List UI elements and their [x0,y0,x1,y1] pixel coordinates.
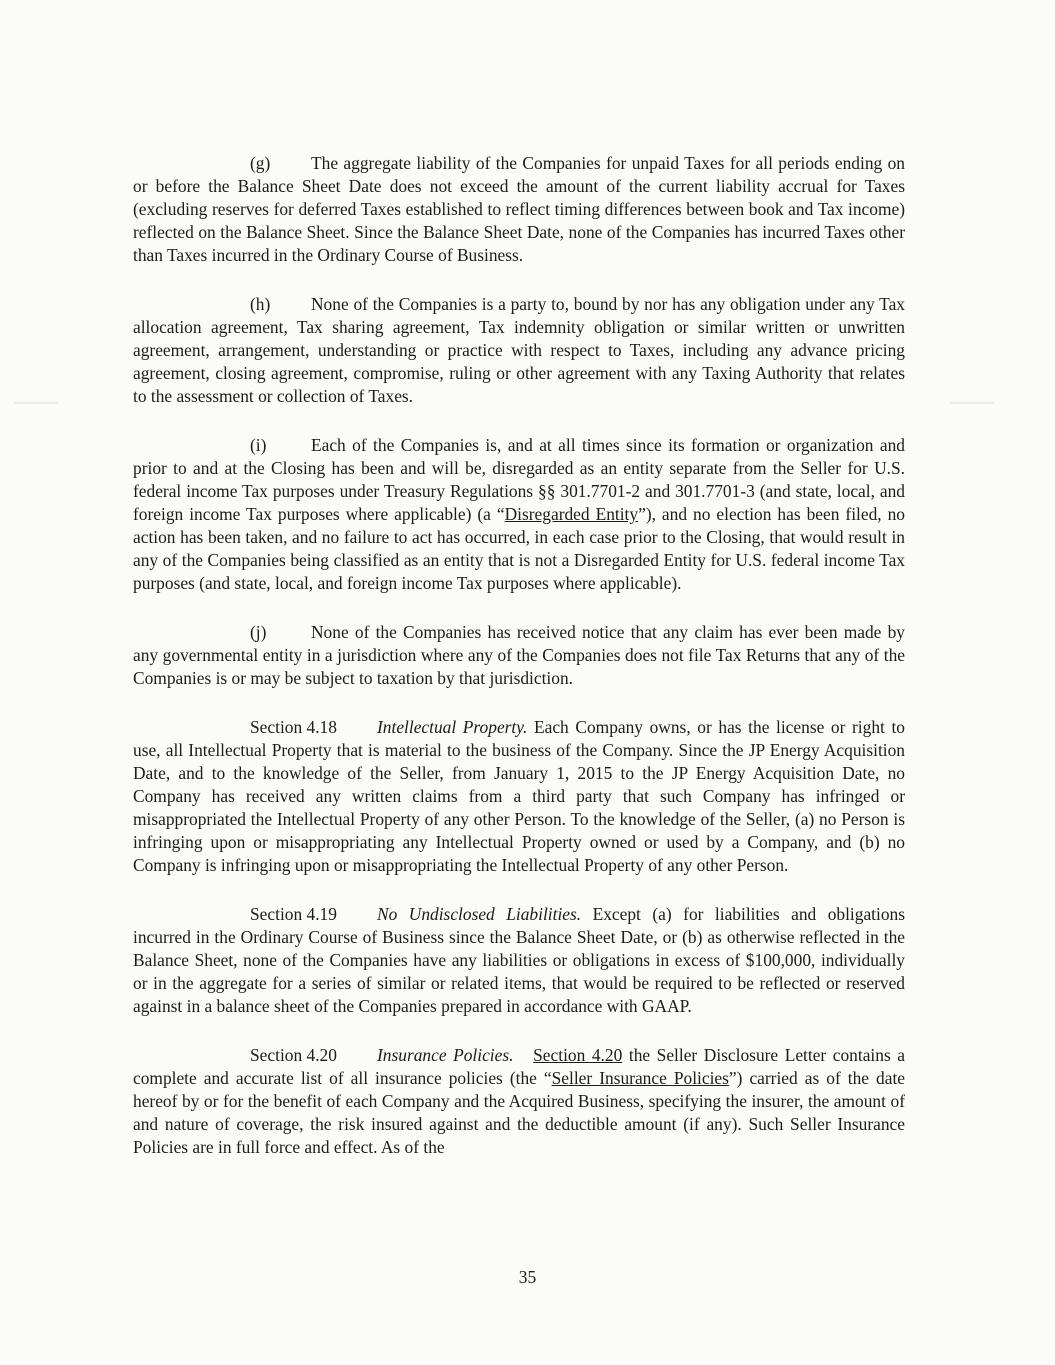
section-4-20 [133,1044,905,1159]
scan-artifact-left [14,402,58,404]
section-number: Section 4.18 [250,717,337,737]
paragraph-label: (j) [250,622,267,642]
paragraph-text: None of the Companies has received notice that any claim has ever been made by any governmental entity in a jurisdiction where any of the Companies does not file Tax Returns that any of the Companies is or may be subject to taxation by that jurisdiction. [133,622,905,688]
section-4-19 [133,903,905,1018]
section-text-continued: ”) carried as of the date hereof by or for the benefit of each Company and the Acquired Business, specifying the insurer, the amount of and nature of coverage, the risk insured against and the deductible amount (if any). Such Seller Insurance Policies are in full force and effect. As of the [133,1068,906,1157]
section-title: No Undisclosed Liabilities. [377,904,582,924]
paragraph-i [133,434,905,595]
document-body [133,152,905,1185]
section-title: Intellectual Property. [377,717,528,737]
paragraph-label: (g) [250,153,271,173]
section-4-18 [133,716,905,877]
section-cross-reference: Section 4.20 [533,1045,623,1065]
paragraph-label: (h) [250,294,271,314]
paragraph-j [133,621,905,690]
paragraph-h [133,293,905,408]
paragraph-text-continued: ”), and no election has been filed, no action has been taken, and no failure to act has occurred, in each case prior to the Closing, that would result in any of the Companies being classified as an entity that is not a Disregarded Entity for U.S. federal income Tax purposes (and state, local, and foreign income Tax purposes where applicable). [133,504,906,593]
paragraph-g [133,152,905,267]
section-text: Except (a) for liabilities and obligations incurred in the Ordinary Course of Business since the Balance Sheet Date, or (b) as otherwise reflected in the Balance Sheet, none of the Companies have any liabilities or obligations in excess of $100,000, individually or in the aggregate for a series of similar or related items, that would be required to be reflected or reserved against in a balance sheet of the Companies prepared in accordance with GAAP. [133,904,905,1016]
paragraph-text: Each of the Companies is, and at all times since its formation or organization and prior to and at the Closing has been and will be, disregarded as an entity separate from the Seller for U.S. federal income Tax purposes under Treasury Regulations §§ 301.7701-2 and 301.7701-3 (and state, local, and foreign income Tax purposes where applicable) (a “ [133,435,905,524]
section-text: the Seller Disclosure Letter contains a complete and accurate list of all insurance policies (the “ [133,1045,905,1088]
section-number: Section 4.20 [250,1045,337,1065]
defined-term-disregarded-entity: Disregarded Entity [504,504,639,524]
section-text: Each Company owns, or has the license or right to use, all Intellectual Property that is material to the business of the Company. Since the JP Energy Acquisition Date, and to the knowledge of the Seller, from January 1, 2015 to the JP Energy Acquisition Date, no Company has received any written claims from a third party that such Company has infringed or misappropriated the Intellectual Property of any other Person. To the knowledge of the Seller, (a) no Person is infringing upon or misappropriating any Intellectual Property owned or used by a Company, and (b) no Company is infringing upon or misappropriating the Intellectual Property of any other Person. [133,717,905,875]
section-number: Section 4.19 [250,904,337,924]
paragraph-label: (i) [250,435,267,455]
defined-term-seller-insurance-policies: Seller Insurance Policies [551,1068,729,1088]
scan-artifact-right [950,402,994,404]
page-number: 35 [518,1267,537,1287]
paragraph-text: The aggregate liability of the Companies for unpaid Taxes for all periods ending on or before the Balance Sheet Date does not exceed the amount of the current liability accrual for Taxes (excluding reserves for deferred Taxes established to reflect timing differences between book and Tax income) reflected on the Balance Sheet. Since the Balance Sheet Date, none of the Companies has incurred Taxes other than Taxes incurred in the Ordinary Course of Business. [133,153,905,265]
section-title: Insurance Policies. [377,1045,514,1065]
paragraph-text: None of the Companies is a party to, bound by nor has any obligation under any Tax allocation agreement, Tax sharing agreement, Tax indemnity obligation or similar written or unwritten agreement, arrangement, understanding or practice with respect to Taxes, including any advance pricing agreement, closing agreement, compromise, ruling or other agreement with any Taxing Authority that relates to the assessment or collection of Taxes. [133,294,905,406]
